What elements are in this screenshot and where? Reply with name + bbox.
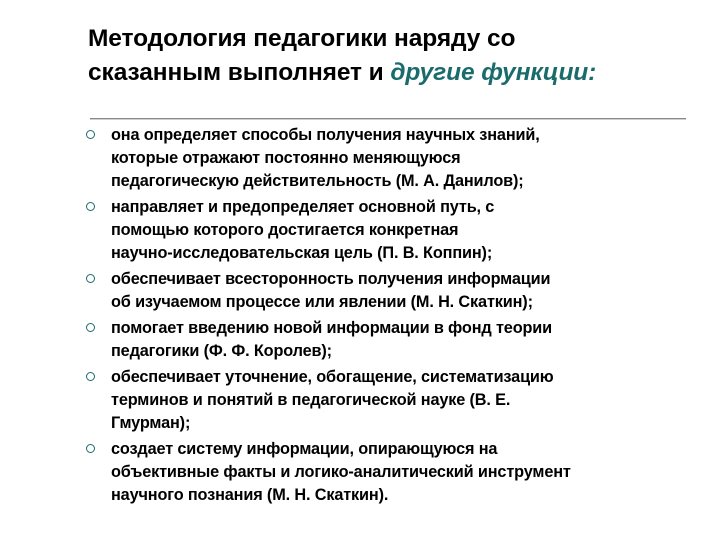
hollow-circle-bullet-icon: [86, 130, 95, 139]
list-item: [84, 124, 718, 193]
list-item-text: педагогики (Ф. Ф. Королев);: [111, 342, 332, 360]
list-item-text: педагогическую действительность (М. А. Данилов);: [111, 172, 524, 190]
list-item-text: обеспечивает уточнение, обогащение, систематизацию: [111, 368, 554, 386]
hollow-circle-bullet-icon: [86, 323, 95, 332]
list-item-text: помогает введению новой информации в фонд теории: [111, 319, 553, 337]
list-item: [84, 366, 718, 435]
hollow-circle-bullet-icon: [86, 202, 95, 211]
list-item-text: направляет и предопределяет основной путь, с: [111, 198, 495, 216]
list-item-text: создает систему информации, опирающуюся на: [111, 440, 498, 458]
title-divider: [90, 118, 686, 120]
hollow-circle-bullet-icon: [86, 444, 95, 453]
title-accent-text: другие функции:: [390, 59, 597, 86]
list-item-text: объективные факты и логико-аналитический инструмент: [111, 463, 571, 481]
list-item-text: Гмурман);: [111, 414, 191, 432]
list-item-text: об изучаемом процессе или явлении (М. Н. Скаткин);: [111, 293, 533, 311]
hollow-circle-bullet-icon: [86, 274, 95, 283]
title-line-1: Методология педагогики наряду со: [88, 25, 516, 52]
list-item: [84, 196, 718, 265]
list-item-text: научного познания (М. Н. Скаткин).: [111, 486, 389, 504]
list-item: [84, 317, 718, 363]
list-item-text: она определяет способы получения научных знаний,: [111, 126, 540, 144]
list-item: [84, 268, 718, 314]
list-item: [84, 438, 718, 507]
functions-list: [84, 124, 718, 510]
list-item-text: которые отражают постоянно меняющуюся: [111, 149, 461, 167]
list-item-text: научно-исследовательская цель (П. В. Коппин);: [111, 244, 493, 262]
title-line-2: сказанным выполняет и: [88, 59, 384, 86]
hollow-circle-bullet-icon: [86, 372, 95, 381]
slide-title: [88, 22, 688, 90]
list-item-text: помощью которого достигается конкретная: [111, 221, 459, 239]
list-item-text: терминов и понятий в педагогической науке (В. Е.: [111, 391, 511, 409]
list-item-text: обеспечивает всесторонность получения информации: [111, 270, 551, 288]
